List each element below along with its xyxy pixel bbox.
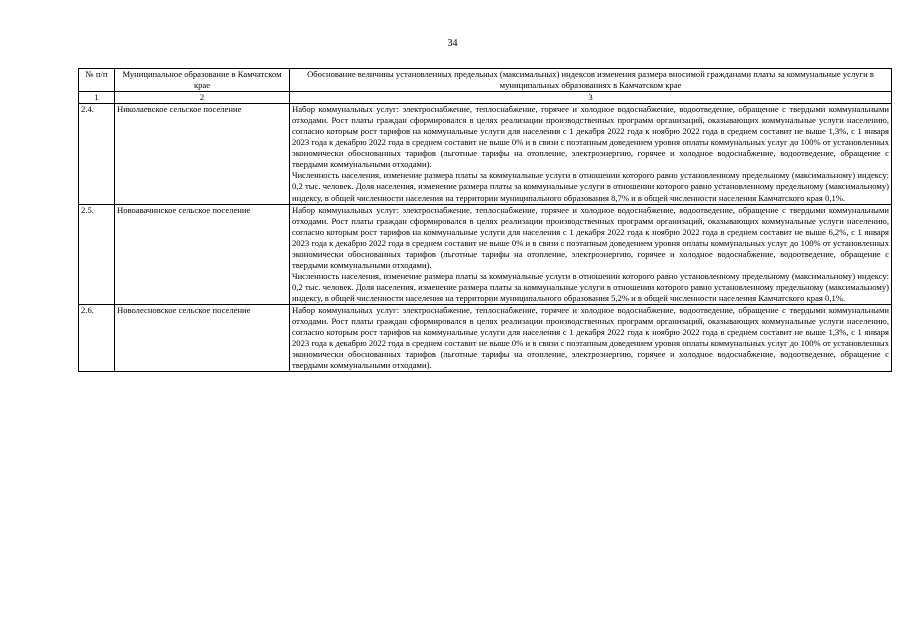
table-row [79, 104, 892, 204]
justification-paragraph: Численность населения, изменение размера платы за коммунальные услуги в отношении которого равно установленному предельному (максимальному) индексу: 0,2 тыс. человек. Доля населения, изменение размера платы за коммунальные услуги в отношении которого равно установленному предельному (максимальному) индексу, в общей численности населения на территории муниципального образования 8,7% и в общей численности населения Камчатского края 0,1%. [292, 170, 889, 203]
justification-paragraph: Набор коммунальных услуг: электроснабжение, теплоснабжение, горячее и холодное водоснабжение, водоотведение, обращение с твердыми коммунальными отходами. Рост платы граждан сформировался в целях реализации производственных программ организаций, оказывающих коммунальные услуги населению, согласно которым рост тарифов на коммунальные услуги для населения с 1 декабря 2022 года к ноябрю 2022 года в среднем составит не выше 6,2%, с 1 января 2023 года к декабрю 2022 года в среднем составит не выше 0% и в связи с поэтапным доведением уровня оплаты коммунальных услуг до 100% от установленных экономически обоснованных тарифов (льготные тарифы на отопление, электроэнергию, горячее и холодное водоснабжение, водоотведение, обращение с твердыми коммунальными отходами). [292, 204, 889, 270]
header-number: № п/п [79, 69, 115, 92]
column-number-3: 3 [290, 92, 892, 104]
municipality-name: Новоавачинское сельское поселение [115, 204, 290, 304]
municipality-name: Новолесновское сельское поселение [115, 304, 290, 371]
table-row [79, 204, 892, 304]
header-municipality: Муниципальное образование в Камчатском крае [115, 69, 290, 92]
justification-cell [290, 204, 892, 304]
justification-paragraph: Набор коммунальных услуг: электроснабжение, теплоснабжение, горячее и холодное водоснабжение, водоотведение, обращение с твердыми коммунальными отходами. Рост платы граждан сформировался в целях реализации производственных программ организаций, оказывающих коммунальные услуги населению, согласно которым рост тарифов на коммунальные услуги для населения с 1 декабря 2022 года к ноябрю 2022 года в среднем составит не выше 1,3%, с 1 января 2023 года к декабрю 2022 года в среднем составит не выше 0% и в связи с поэтапным доведением уровня оплаты коммунальных услуг до 100% от установленных экономически обоснованных тарифов (льготные тарифы на отопление, электроэнергию, горячее и холодное водоснабжение, водоотведение, обращение с твердыми коммунальными отходами). [292, 304, 889, 371]
justification-cell [290, 304, 892, 371]
row-number: 2.5. [79, 204, 115, 304]
justification-cell [290, 104, 892, 204]
table-header-row [79, 69, 892, 92]
municipality-name: Николаевское сельское поселение [115, 104, 290, 204]
column-number-row [79, 92, 892, 104]
header-justification: Обоснование величины установленных предельных (максимальных) индексов изменения размера вносимой гражданами платы за коммунальные услуги в муниципальных образованиях в Камчатском крае [290, 69, 892, 92]
table-row [79, 304, 892, 371]
tariff-justification-table [78, 68, 892, 372]
justification-paragraph: Численность населения, изменение размера платы за коммунальные услуги в отношении которого равно установленному предельному (максимальному) индексу: 0,2 тыс. человек. Доля населения, изменение размера платы за коммунальные услуги в отношении которого равно установленному предельному (максимальному) индексу, в общей численности населения на территории муниципального образования 5,2% и в общей численности населения Камчатского края 0,1%. [292, 270, 889, 303]
page-number: 34 [447, 38, 458, 49]
column-number-2: 2 [115, 92, 290, 104]
justification-paragraph: Набор коммунальных услуг: электроснабжение, теплоснабжение, горячее и холодное водоснабжение, водоотведение, обращение с твердыми коммунальными отходами. Рост платы граждан сформировался в целях реализации производственных программ организаций, оказывающих коммунальные услуги населению, согласно которым рост тарифов на коммунальные услуги для населения с 1 декабря 2022 года к ноябрю 2022 года в среднем составит не выше 1,3%, с 1 января 2023 года к декабрю 2022 года в среднем составит не выше 0% и в связи с поэтапным доведением уровня оплаты коммунальных услуг до 100% от установленных экономически обоснованных тарифов (льготные тарифы на отопление, электроэнергию, горячее и холодное водоснабжение, водоотведение, обращение с твердыми коммунальными отходами). [292, 104, 889, 170]
row-number: 2.4. [79, 104, 115, 204]
column-number-1: 1 [79, 92, 115, 104]
row-number: 2.6. [79, 304, 115, 371]
